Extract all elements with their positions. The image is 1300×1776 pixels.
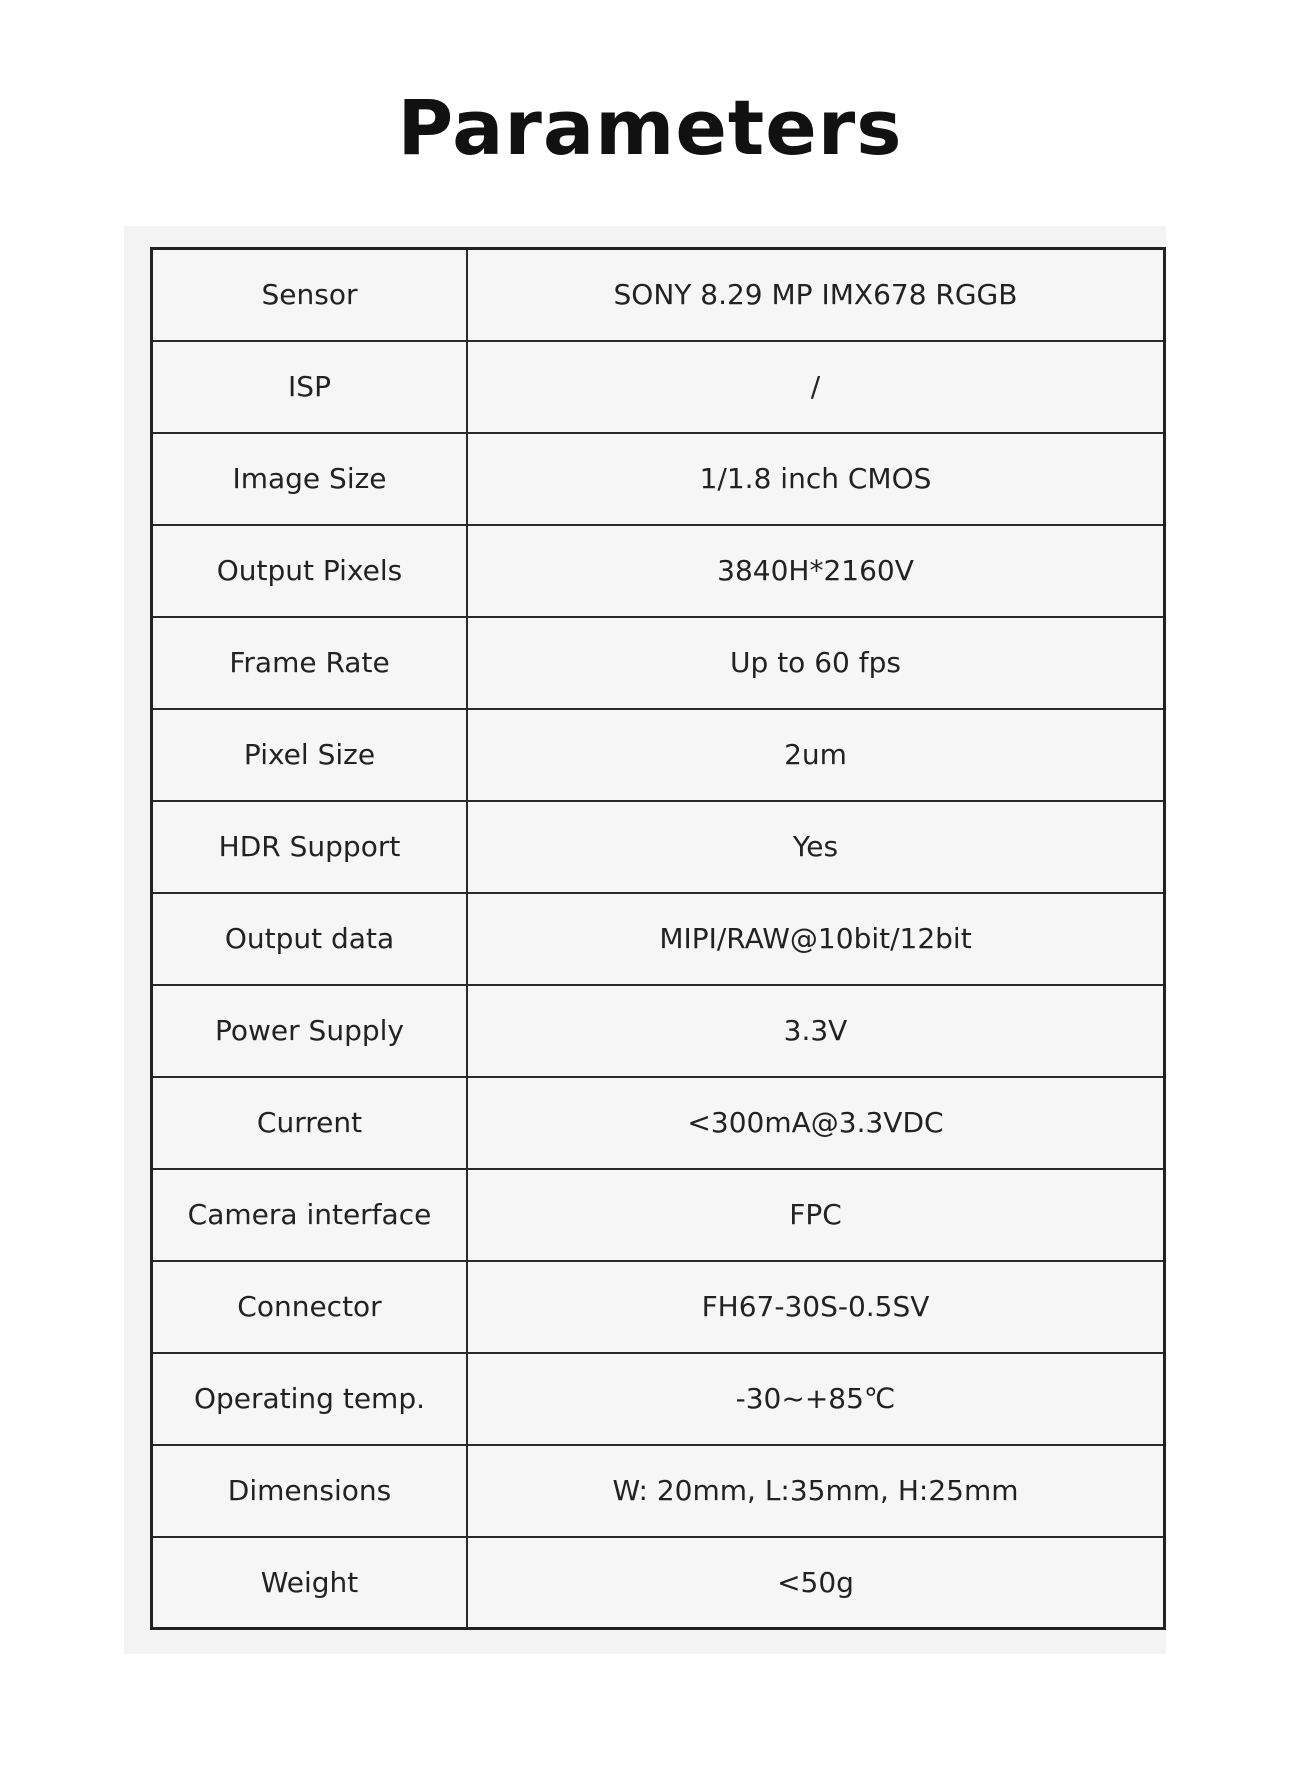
param-name-cell: Connector bbox=[152, 1261, 468, 1353]
table-row bbox=[152, 985, 1165, 1077]
param-name-cell: Sensor bbox=[152, 249, 468, 341]
param-value-cell: MIPI/RAW@10bit/12bit bbox=[467, 893, 1165, 985]
table-row bbox=[152, 1353, 1165, 1445]
param-name-cell: HDR Support bbox=[152, 801, 468, 893]
param-name-cell: Weight bbox=[152, 1537, 468, 1629]
param-value-cell: / bbox=[467, 341, 1165, 433]
param-name-cell: ISP bbox=[152, 341, 468, 433]
param-value-cell: W: 20mm, L:35mm, H:25mm bbox=[467, 1445, 1165, 1537]
table-row bbox=[152, 249, 1165, 341]
parameters-table bbox=[150, 247, 1166, 1630]
table-row bbox=[152, 341, 1165, 433]
table-row bbox=[152, 893, 1165, 985]
param-name-cell: Camera interface bbox=[152, 1169, 468, 1261]
param-value-cell: SONY 8.29 MP IMX678 RGGB bbox=[467, 249, 1165, 341]
param-value-cell: 3840H*2160V bbox=[467, 525, 1165, 617]
param-value-cell: Up to 60 fps bbox=[467, 617, 1165, 709]
param-value-cell: <300mA@3.3VDC bbox=[467, 1077, 1165, 1169]
param-name-cell: Power Supply bbox=[152, 985, 468, 1077]
param-name-cell: Current bbox=[152, 1077, 468, 1169]
param-value-cell: Yes bbox=[467, 801, 1165, 893]
param-name-cell: Output Pixels bbox=[152, 525, 468, 617]
param-value-cell: FPC bbox=[467, 1169, 1165, 1261]
param-name-cell: Operating temp. bbox=[152, 1353, 468, 1445]
table-row bbox=[152, 709, 1165, 801]
param-value-cell: 3.3V bbox=[467, 985, 1165, 1077]
param-value-cell: <50g bbox=[467, 1537, 1165, 1629]
param-name-cell: Output data bbox=[152, 893, 468, 985]
param-name-cell: Dimensions bbox=[152, 1445, 468, 1537]
table-row bbox=[152, 433, 1165, 525]
param-value-cell: 1/1.8 inch CMOS bbox=[467, 433, 1165, 525]
param-name-cell: Pixel Size bbox=[152, 709, 468, 801]
table-row bbox=[152, 525, 1165, 617]
param-value-cell: FH67-30S-0.5SV bbox=[467, 1261, 1165, 1353]
param-name-cell: Frame Rate bbox=[152, 617, 468, 709]
table-row bbox=[152, 801, 1165, 893]
param-value-cell: -30~+85℃ bbox=[467, 1353, 1165, 1445]
table-row bbox=[152, 1261, 1165, 1353]
table-row bbox=[152, 1169, 1165, 1261]
page-title: Parameters bbox=[397, 83, 903, 172]
table-row bbox=[152, 1537, 1165, 1629]
param-value-cell: 2um bbox=[467, 709, 1165, 801]
param-name-cell: Image Size bbox=[152, 433, 468, 525]
table-row bbox=[152, 617, 1165, 709]
table-row bbox=[152, 1445, 1165, 1537]
table-row bbox=[152, 1077, 1165, 1169]
